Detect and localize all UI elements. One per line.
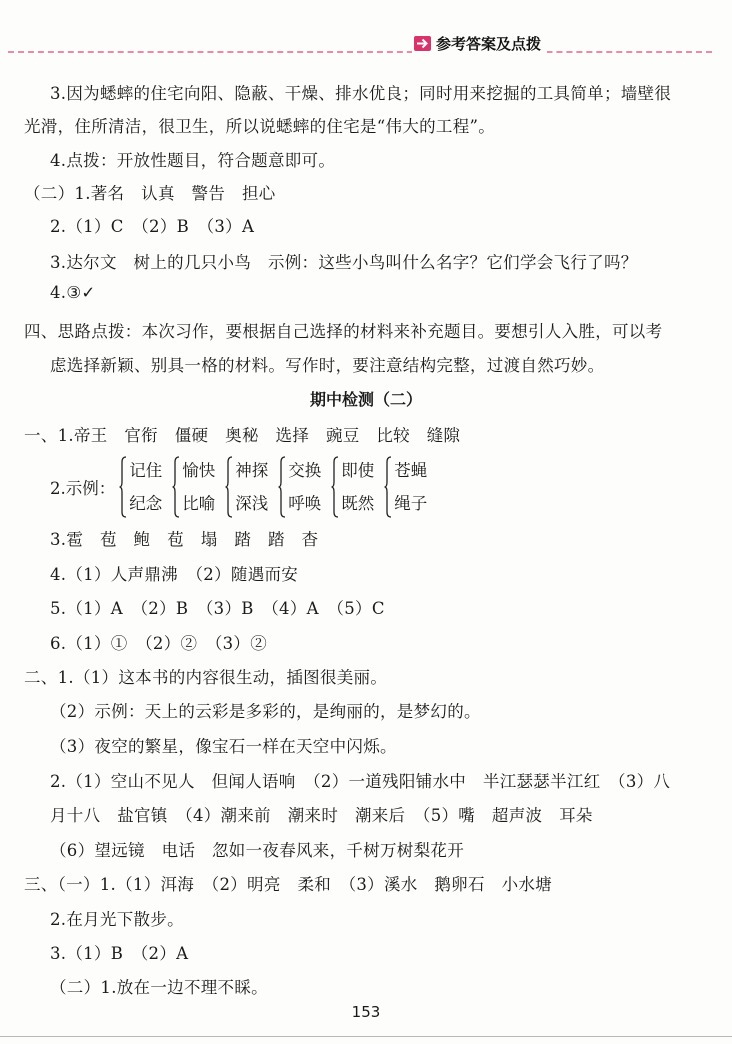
word-top: 神探 (235, 461, 269, 480)
answer-line: （3）夜空的繁星，像宝石一样在天空中闪烁。 (50, 737, 397, 756)
answer-line: 二、1.（1）这本书的内容很生动，插图很美丽。 (24, 668, 388, 687)
word-pair-group (331, 454, 374, 520)
answer-line: 月十八 盐官镇 （4）潮来前 潮来时 潮来后 （5）嘴 超声波 耳朵 (50, 806, 593, 825)
answer-line: （二）1.著名 认真 警告 担心 (24, 184, 276, 203)
answer-line: 虑选择新颖、别具一格的材料。写作时，要注意结构完整，过渡自然巧妙。 (50, 356, 605, 375)
answer-line: 6.（1）① （2）② （3）② (50, 634, 268, 653)
answer-line: 四、思路点拨：本次习作，要根据自己选择的材料来补充题目。要想引人入胜，可以考 (24, 322, 663, 341)
word-pair-group (384, 454, 427, 520)
answer-line: 一、1.帝王 官衔 僵硬 奥秘 选择 豌豆 比较 缝隙 (24, 426, 461, 445)
answer-line: 5.（1）A （2）B （3）B （4）A （5）C (50, 599, 385, 618)
word-top: 记住 (129, 461, 163, 480)
arrow-right-icon (414, 36, 431, 51)
answer-line: （二）1.放在一边不理不睬。 (50, 978, 268, 997)
word-pair-group (278, 454, 321, 520)
answer-line: （6）望远镜 电话 忽如一夜春风来，千树万树梨花开 (50, 841, 464, 860)
word-top: 愉快 (182, 461, 216, 480)
answer-line: 3.雹 苞 鲍 苞 塌 踏 踏 杳 (50, 530, 319, 549)
brace-icon (119, 456, 127, 518)
brace-icon (172, 456, 180, 518)
word-top: 交换 (288, 461, 322, 480)
word-pair-group (119, 454, 162, 520)
answer-line: 2.（1）C （2）B （3）A (50, 217, 255, 236)
page-header (412, 33, 547, 54)
answer-line: 2.（1）空山不见人 但闻人语响 （2）一道残阳铺水中 半江瑟瑟半江红 （3）八 (50, 772, 671, 791)
answer-line: 4.（1）人声鼎沸 （2）随遇而安 (50, 565, 299, 584)
word-bottom: 呼唤 (288, 494, 322, 513)
brace-icon (384, 456, 392, 518)
word-pair-group (172, 454, 215, 520)
word-bottom: 既然 (341, 494, 375, 513)
answer-line: 三、（一）1.（1）洱海 （2）明亮 柔和 （3）溪水 鹅卵石 小水塘 (24, 875, 552, 894)
brace-icon (278, 456, 286, 518)
header-dashed-rule (8, 51, 712, 53)
answer-line: 光滑，住所清洁，很卫生，所以说蟋蟀的住宅是“伟大的工程”。 (24, 117, 496, 136)
header-title: 参考答案及点拨 (436, 35, 542, 53)
brace-icon (225, 456, 233, 518)
word-top: 苍蝇 (394, 461, 428, 480)
bottom-rule (0, 1036, 732, 1037)
answer-line: （2）示例：天上的云彩是多彩的，是绚丽的，是梦幻的。 (50, 702, 481, 721)
word-pairs-example (50, 454, 437, 520)
answer-line: 3.达尔文 树上的几只小鸟 示例：这些小鸟叫什么名字？它们学会飞行了吗？ (50, 253, 638, 272)
example-label: 2.示例： (50, 479, 116, 498)
answer-line: 3.（1）B （2）A (50, 944, 189, 963)
page-number: 153 (351, 1003, 381, 1021)
word-bottom: 比喻 (182, 494, 216, 513)
answer-line: 2.在月光下散步。 (50, 910, 184, 929)
answer-line: 3.因为蟋蟀的住宅向阳、隐蔽、干燥、排水优良；同时用来挖掘的工具简单；墙壁很 (50, 84, 672, 103)
word-bottom: 纪念 (129, 494, 163, 513)
section-title: 期中检测（二） (309, 390, 422, 409)
word-top: 即使 (341, 461, 375, 480)
word-pair-group (225, 454, 268, 520)
word-bottom: 绳子 (394, 494, 428, 513)
word-bottom: 深浅 (235, 494, 269, 513)
brace-icon (331, 456, 339, 518)
answer-line: 4.点拨：开放性题目，符合题意即可。 (50, 151, 336, 170)
answer-line: 4.③✓ (50, 283, 96, 302)
